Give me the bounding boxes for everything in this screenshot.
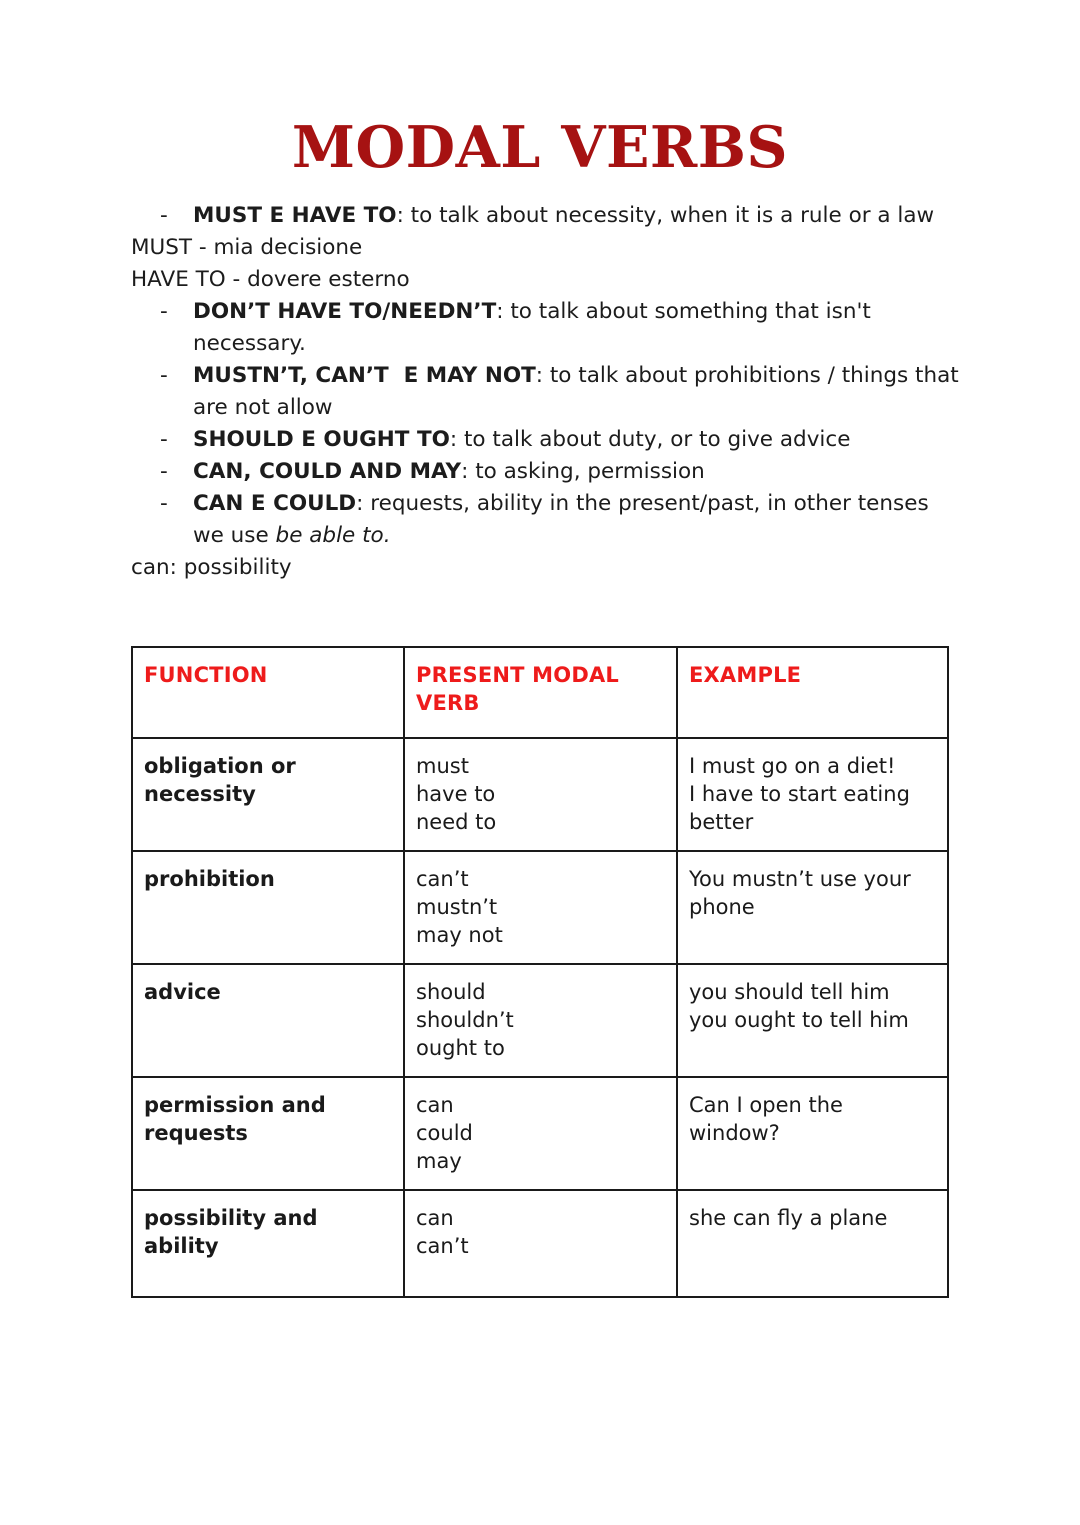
bullet-dash-icon: - [160,203,168,228]
page-title: MODAL VERBS [291,114,789,181]
cell-function: possibility and ability [132,1190,404,1297]
note-bullet-text: CAN E COULD: requests, ability in the present/past, in other tenses we use be able to. [193,491,936,548]
example-line: I have to start eating [689,782,910,806]
bullet-dash-icon: - [160,363,168,388]
note-bullet-item [131,456,961,488]
cell-function: permission and requests [132,1077,404,1190]
note-bullet-item [131,424,961,456]
note-bullet-text: CAN, COULD AND MAY: to asking, permission [193,459,705,484]
note-bullet-term: DON’T HAVE TO/NEEDN’T [193,299,497,324]
cell-example [677,851,948,964]
bullet-dash-icon: - [160,491,168,516]
table-body [132,738,948,1297]
modal-verb-item: should [416,980,486,1004]
modal-verb-item: can’t [416,867,469,891]
column-header-present-modal-verb: PRESENT MODAL VERB [404,647,677,738]
note-bullet-item [131,296,961,360]
modal-verb-item: need to [416,810,497,834]
column-header-function: FUNCTION [132,647,404,738]
column-header-example: EXAMPLE [677,647,948,738]
note-line: MUST - mia decisione [131,235,363,260]
table-row [132,964,948,1077]
table-row [132,851,948,964]
bullet-dash-icon: - [160,427,168,452]
note-bullet-item [131,360,966,424]
note-bullet-term: CAN E COULD [193,491,357,516]
example-line: Can I open the [689,1093,843,1117]
cell-present-modal-verb [404,738,677,851]
example-line: phone [689,895,755,919]
note-line: can: possibility [131,555,292,580]
example-line: I must go on a diet! [689,754,896,778]
example-line: you ought to tell him [689,1008,909,1032]
cell-example [677,1077,948,1190]
note-bullet-term: SHOULD E OUGHT TO [193,427,450,452]
cell-example [677,738,948,851]
note-bullet-text: DON’T HAVE TO/NEEDN’T: to talk about something that isn't necessary. [193,299,878,356]
modal-verbs-table [131,646,949,1298]
cell-present-modal-verb [404,1077,677,1190]
note-bullet-emphasis: be able to. [275,523,391,548]
note-line: HAVE TO - dovere esterno [131,267,410,292]
cell-function: obligation or necessity [132,738,404,851]
cell-present-modal-verb [404,964,677,1077]
modal-verb-item: shouldn’t [416,1008,514,1032]
example-line: better [689,810,754,834]
modal-verb-item: have to [416,782,496,806]
table-header [132,647,948,738]
cell-example [677,964,948,1077]
note-bullet-term: MUST E HAVE TO [193,203,397,228]
note-bullet-term: CAN, COULD AND MAY [193,459,462,484]
example-line: window? [689,1121,780,1145]
cell-present-modal-verb [404,1190,677,1297]
table-row [132,738,948,851]
cell-function: prohibition [132,851,404,964]
table-row [132,1077,948,1190]
note-bullet-term: MUSTN’T, CAN’T E MAY NOT [193,363,536,388]
note-bullet-item [131,200,961,232]
modal-verb-item: must [416,754,469,778]
example-line: she can fly a plane [689,1206,888,1230]
modal-verb-item: mustn’t [416,895,498,919]
notes-block [131,200,966,584]
modal-verb-item: can’t [416,1234,469,1258]
note-bullet-text: SHOULD E OUGHT TO: to talk about duty, or to give advice [193,427,851,452]
modal-verb-item: can [416,1206,454,1230]
modal-verb-item: can [416,1093,454,1117]
note-bullet-text: MUST E HAVE TO: to talk about necessity, when it is a rule or a law [193,203,935,228]
bullet-dash-icon: - [160,299,168,324]
example-line: You mustn’t use your [689,867,911,891]
table-header-row [132,647,948,738]
cell-example [677,1190,948,1297]
table-row [132,1190,948,1297]
modal-verb-item: may not [416,923,503,947]
note-bullet-text: MUSTN’T, CAN’T E MAY NOT: to talk about prohibitions / things that are not allow [193,363,966,420]
bullet-dash-icon: - [160,459,168,484]
note-bullet-item [131,488,961,552]
modal-verb-item: ought to [416,1036,505,1060]
modal-verb-item: could [416,1121,473,1145]
modal-verb-item: may [416,1149,462,1173]
cell-function: advice [132,964,404,1077]
example-line: you should tell him [689,980,890,1004]
cell-present-modal-verb [404,851,677,964]
